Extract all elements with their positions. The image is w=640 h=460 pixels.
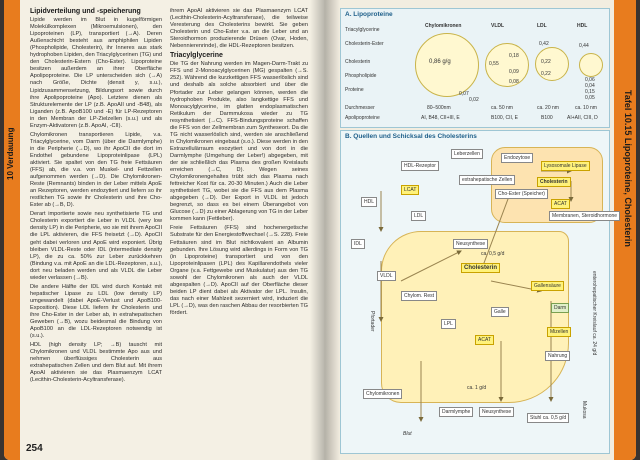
apo: B100, CII, E — [491, 115, 518, 121]
apo: AI, B48, CII+III, E — [421, 115, 460, 121]
right-page — [324, 0, 636, 460]
row-label: Cholesterin — [345, 59, 371, 65]
label-stuhl: Stuhl ca. 0,5 g/d — [527, 413, 569, 423]
apo: B100 — [541, 115, 553, 121]
diameter: ca. 10 nm — [575, 105, 597, 111]
label-darm: Darm — [551, 303, 569, 313]
label-acat: ACAT — [551, 199, 570, 209]
panel-b-cholesterol — [340, 130, 618, 454]
label-membranen: Membranen, Steroidhormone — [549, 211, 620, 221]
paragraph: Die TG der Nahrung werden im Magen-Darm-Trakt zu FFS und 2-Monoacylglycerinen (MG) gespalten (→S. 252). Während die kurzkettigen FFS wasserlöslich sind und deshalb als solche absorbiert und über die Pfortader zur Leber gelangen können, werden die hydrophoben Produkte, also langkettige FFS und Monoacylglycerine, im glatten endoplasmatischen Retikulum der Darmmukosa wieder zu TG resynthetisiert (→C). FFS-Bindungsproteine schaffen die FFS von der Zellmembran zum Syntheseort. Da die TG nicht wasserlöslich sind, werden sie anschließend in Chylomikronen eingebaut (s.o.). Diese werden in den Extrazellulärraum exozytiert und von dort in die Darmlymphe (Umgehung der Leber!) abgegeben, mit der sie schließlich das Plasma des großen Kreislaufs erreichen (→C, D). Wegen seines Chylomikronengehaltes trübt sich das Plasma nach fettreicher Kost für ca. 20-30 Minuten.) Auch die Leber synthetisiert TG, wobei sie die FFS aus dem Plasma abgegeben (→D). Der Export in VLDL ist jedoch begrenzt, so dass es bei einem Überangebot von Glucose (→D) zu einer Ablagerung von TG in der Leber kommen kann (Fettleber). — [170, 61, 308, 223]
label-vldl: VLDL — [377, 271, 396, 281]
fraction: 0,42 — [539, 41, 549, 47]
label-neusynthese: Neusynthese — [453, 239, 488, 249]
fraction: 0,22 — [541, 59, 551, 65]
label-idl: IDL — [351, 239, 365, 249]
vldl-value: 0,55 — [489, 61, 499, 67]
fraction: 0,02 — [469, 97, 479, 103]
label-cholesterin-liver: Cholesterin — [461, 263, 500, 273]
label-chylom-rest: Chylom. Rest — [401, 291, 437, 301]
left-column-1 — [30, 8, 162, 438]
label-rate: ca. 0,5 g/d — [481, 251, 505, 257]
paragraph: HDL (high density LP; →B) tauscht mit Chylomikronen und VLDL bestimmte Apo aus und nehmen überflüssiges Cholesterin aus extrahepatischen Zellen und dem Blut auf. Mit ihrem ApoAI aktivieren sie das Plasmaenzym LCAT (Lecithin-Cholesterin-Acyltransferase). — [30, 342, 162, 384]
chylo-value: 0,86 g/g — [429, 59, 451, 65]
fraction: 0,09 — [509, 69, 519, 75]
label-lysosomale: Lysosomale Lipase — [541, 161, 590, 171]
paragraph: ihrem ApoAI aktivieren sie das Plasmaenzym LCAT (Lecithin-Cholesterin-Acyltransferase), die teilweise Veresterung des Cholesterins bewirkt. Sie geben Cholesterin und Cho-Ester v.a. an die Leber und an Steroidhormon produzierende Drüsen (Ovar, Hoden, Nebennierenrinde), die HDL-Rezeptoren besitzen. — [170, 8, 308, 50]
row-label: Cholesterin-Ester — [345, 41, 384, 47]
row-label: Triacylglycerine — [345, 27, 380, 33]
label-rate2: ca. 1 g/d — [467, 385, 487, 391]
panel-b-title: B. Quellen und Schicksal des Cholesterins — [345, 133, 477, 140]
fraction: 0,15 — [585, 89, 595, 95]
label-nahrung: Nahrung — [545, 351, 570, 361]
label-hdl-rez: HDL-Rezeptor — [401, 161, 439, 171]
fraction: 0,04 — [585, 83, 595, 89]
left-column-2 — [170, 8, 308, 448]
label-lymphe: Darmlymphe — [439, 407, 473, 417]
left-chapter-strip — [4, 0, 20, 460]
label-cho-ester: Cho-Ester (Speicher) — [495, 189, 548, 199]
arrow — [481, 191, 511, 271]
fraction: 0,06 — [585, 77, 595, 83]
label-hdl: HDL — [361, 197, 377, 207]
label-gallensaeure: Gallensäure — [531, 281, 564, 291]
arrow — [401, 251, 461, 281]
label-blut: Blut — [403, 431, 412, 437]
fraction: 0,07 — [459, 91, 469, 97]
label-enterohep: enterohepatischer Kreislauf ca. 24 g/d — [591, 271, 597, 356]
row-label: Proteine — [345, 87, 364, 93]
chylomicron-circle — [415, 33, 479, 97]
diameter: ca. 50 nm — [491, 105, 513, 111]
row-label: Phospholipide — [345, 73, 377, 79]
hdl-circle — [579, 53, 603, 77]
col-header: VLDL — [491, 23, 505, 29]
label-mizellen: Mizellen — [547, 327, 571, 337]
section-heading: Lipidverteilung und -speicherung — [30, 8, 141, 15]
apo: AI+AII, CIII, D — [567, 115, 598, 121]
paragraph: Derart importierte sowie neu synthetisierte TG und Cholesterin exportiert die Leber in VLDL (very low density LP) in die Peripherie, wo sie mit ihrem ApoCII die LPL aktivieren, die FFS freisetzt (→D). ApoCII geht dabei verloren und ApoE wird exponiert. Übrig bleiben VLDL-Reste oder IDL (intermediate density LP), die zu ca. 50% zur Leber zurückkehren (Bindung v.a. mit ApoE an die LDL-Rezeptoren, s.u.), dort neu beladen werden und als VLDL die Leber wieder verlassen (→B). — [30, 211, 162, 281]
right-chapter-strip — [614, 0, 636, 460]
paragraph: Freie Fettsäuren (FFS) sind hochenergetische Substrate für den Energiestoffwechsel (→S. 228). Freie Fettsäuren sind im Blut nichtkovalent an Albumin gebunden. Ihre Lösung wird allerdings in Form von TG (in Lipoproteine) transportiert und von den Lipoproteinlipasen (LPL) des Kapillarendothels vieler Organe (v.a. Fettgewebe und Muskulatur) aus den TG sowohl der Chylomikronen als auch der VLDL abgespalten (→D). ApoCII auf der Oberfläche dieser beiden LP dient dabei als Aktivator der LPL. Insulin, das nach einer Mahlzeit sezerniert wird, induziert die LPL (→D), was den raschen Abbau der resorbierten TG fördert. — [170, 225, 308, 316]
col-header: HDL — [577, 23, 588, 29]
label-lpl: LPL — [441, 319, 456, 329]
panel-a-lipoproteins — [340, 8, 610, 128]
subheading: Triacylglycerine — [170, 52, 223, 60]
left-page-number: 254 — [26, 443, 43, 454]
paragraph: Chylomikronen transportieren Lipide, v.a. Triacylglycerine, vom Darm (über die Darmlymphe) in die Peripherie (→D), wo ihr ApoCII die dort im Endothel gebundene Lipoproteinlipase (LPL) aktiviert. Sie spaltet von den TG freie Fettsäuren (FFS) ab, die v.a. von Muskel- und Fettzellen aufgenommen werden (→D). Die Chylomikronen-Reste (Remnants) binden in der Leber mittels ApoE an Rezeptoren, werden endozytiert und liefern so ihr restlichen TG sowie ihr Cholesterin und ihre Cho-Ester ab (→B, D). — [30, 131, 162, 209]
chapter-label: 10 Verdauung — [6, 127, 15, 180]
diameter: ca. 20 nm — [537, 105, 559, 111]
col-header: LDL — [537, 23, 547, 29]
label-leber: Leberzellen — [451, 149, 483, 159]
label-galle: Galle — [491, 307, 509, 317]
fraction: 0,18 — [509, 53, 519, 59]
diameter: 80–500nm — [427, 105, 451, 111]
label-cholesterin-extra: Cholesterin — [537, 177, 571, 187]
label-lcat: LCAT — [401, 185, 419, 195]
fraction: 0,44 — [579, 43, 589, 49]
fraction: 0,22 — [541, 71, 551, 77]
label-chylomikronen: Chylomikronen — [363, 389, 402, 399]
left-page — [4, 0, 326, 460]
label-acat-liver: ACAT — [475, 335, 494, 345]
tab-title: Tafel 10.15 Lipoproteine, Cholesterin — [623, 90, 633, 247]
label-neusyn2: Neusynthese — [479, 407, 514, 417]
paragraph: Die andere Hälfte der IDL wird durch Kontakt mit hepatischer Lipase zu LDL (low density LP) umgewandelt (dabei ApoE-Verlust und ApoB100-Exposition). Diese LDL liefern ihr Cholesterin und ihre Cho-Ester in der Leber ab, in extrahepatischen Geweben (→B), wozu beidesmal die Bindung von ApoB100 an die LDL-Rezeptoren notwendig ist (s.u.). — [30, 283, 162, 340]
fraction: 0,05 — [585, 95, 595, 101]
paragraph: Lipide werden im Blut in kugelförmigen Molekülkomplexen (Mikroemulsionen), den Lipoproteinen (LP), transportiert (→A). Deren Außenschicht besteht aus amphiphilen Lipiden (Phospholipide, Cholesterin), ihr Inneres aus stark hydrophoben Lipiden, den Triacylglycerinen (TG) und den Cholesterin-Estern (Cho-Ester). Lipoproteine besitzen außerdem an ihrer Oberfläche Apolipoproteine. Die LP unterscheiden sich (→A) nach Größe, Dichte (densit y, s.u.), Lipidzusammensetzung, Bildungsort sowie durch ihre Apolipoproteine (Apo). Letztere dienen als Strukturelemente der LP (z.B. ApoAII und -B48), als Liganden (z.B. ApoB100 und -E) für LP-Rezeptoren in den Membran der LP-Zielzellen (s.u.) und als Enzym-Aktivatoren (z.B. ApoAI, -CII). — [30, 17, 162, 129]
panel-a-title: A. Lipoproteine — [345, 11, 393, 18]
row-label: Durchmesser — [345, 105, 375, 111]
label-pfortader: Pfortader — [369, 311, 375, 332]
row-label: Apolipoproteine — [345, 115, 380, 121]
label-mukosa: Mukosa — [581, 401, 587, 419]
label-ldl-top: LDL — [411, 211, 426, 221]
label-endozytose: Endozytose — [501, 153, 533, 163]
open-book — [4, 0, 636, 460]
fraction: 0,08 — [509, 79, 519, 85]
label-extrahep: extrahepatische Zellen — [459, 175, 515, 185]
col-header: Chylomikronen — [425, 23, 462, 29]
